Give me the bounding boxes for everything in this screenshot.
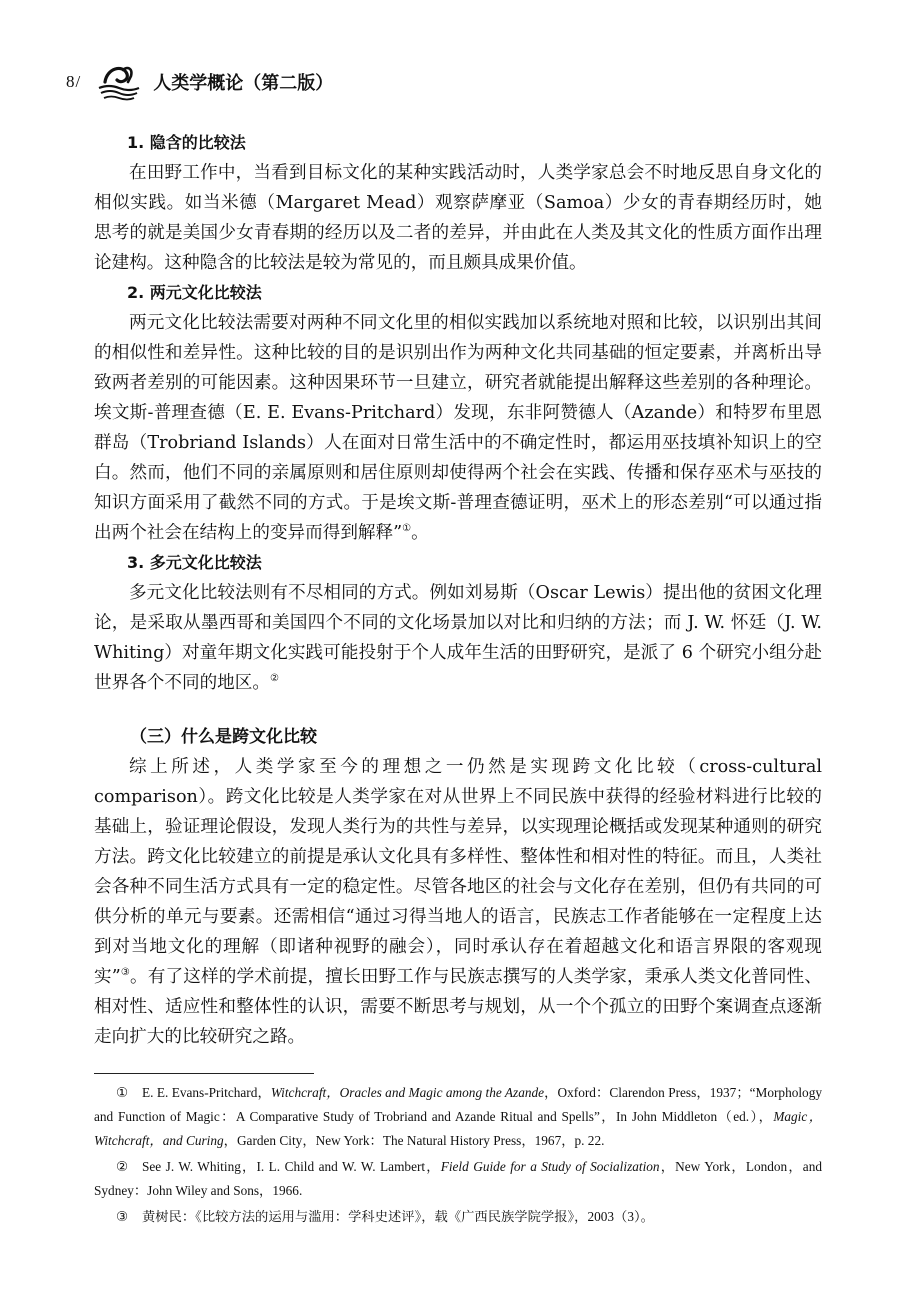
footnote-mark: ② <box>116 1159 128 1174</box>
paragraph-cross-cultural: 综上所述，人类学家至今的理想之一仍然是实现跨文化比较（cross-cultural comparison）。跨文化比较是人类学家在对从世界上不同民族中获得的经验材料进行比较的基础上，验证理论假设，发现人类行为的共性与差异，以实现理论概括或发现某种通则的研究方法。跨文化比较建立的前提是承认文化具有多样性、整体性和相对性的特征。而且，人类社会各种不同生活方式具有一定的稳定性。尽管各地区的社会与文化存在差别，但仍有共同的可供分析的单元与要素。还需相信“通过习得当地人的语言，民族志工作者能够在一定程度上达到对当地文化的理解（即诸种视野的融会），同时承认存在着超越文化和语言界限的客观现实”③。有了这样的学术前提，擅长田野工作与民族志撰写的人类学家，秉承人类文化普同性、相对性、适应性和整体性的认识，需要不断思考与规划，从一个个孤立的田野个案调查点逐渐走向扩大的比较研究之路。 <box>94 757 822 1047</box>
footnote-2: ② See J. W. Whiting，I. L. Child and W. W. Lambert，Field Guide for a Study of Socialization，New York，London，and Sydney：John Wiley and Sons，1966. <box>94 1155 822 1203</box>
footnote-mark: ③ <box>116 1209 128 1224</box>
main-text <box>94 128 822 1052</box>
heading-cross-cultural: （三）什么是跨文化比较 <box>130 727 317 747</box>
book-title: 人类学概论（第二版） <box>153 73 334 94</box>
footnote-ref-1[interactable]: ① <box>402 523 412 535</box>
heading-binary-comparison: 2. 两元文化比较法 <box>127 283 262 302</box>
heading-multi-comparison: 3. 多元文化比较法 <box>127 553 262 572</box>
publisher-logo-icon <box>97 62 141 102</box>
footnote-3: ③ 黄树民：《比较方法的运用与滥用：学科史述评》，载《广西民族学院学报》，2003（3）。 <box>94 1205 822 1229</box>
running-header <box>66 62 333 102</box>
paragraph-implicit-comparison: 在田野工作中，当看到目标文化的某种实践活动时，人类学家总会不时地反思自身文化的相似实践。如当米德（Margaret Mead）观察萨摩亚（Samoa）少女的青春期经历时，她思考的就是美国少女青春期的经历以及二者的差异，并由此在人类及其文化的性质方面作出理论建构。这种隐含的比较法是较为常见的，而且颇具成果价值。 <box>94 163 822 273</box>
heading-implicit-comparison: 1. 隐含的比较法 <box>127 133 246 152</box>
footnotes <box>94 1081 822 1231</box>
footnote-ref-3[interactable]: ③ <box>120 967 131 979</box>
footnote-divider <box>94 1073 314 1074</box>
footnote-1: ① E. E. Evans-Pritchard，Witchcraft，Oracles and Magic among the Azande，Oxford：Clarendon Press，1937；“Morphology and Function of Magic：A Comparative Study of Trobriand and Azande Ritual and Spells”，In John Middleton（ed.），Magic，Witchcraft，and Curing，Garden City，New York：The Natural History Press，1967，p. 22. <box>94 1081 822 1153</box>
paragraph-binary-comparison: 两元文化比较法需要对两种不同文化里的相似实践加以系统地对照和比较，以识别出其间的相似性和差异性。这种比较的目的是识别出作为两种文化共同基础的恒定要素，并离析出导致两者差别的可能因素。这种因果环节一旦建立，研究者就能提出解释这些差别的各种理论。埃文斯-普理查德（E. E. Evans-Pritchard）发现，东非阿赞德人（Azande）和特罗布里恩群岛（Trobriand Islands）人在面对日常生活中的不确定性时，都运用巫技填补知识上的空白。然而，他们不同的亲属原则和居住原则却使得两个社会在实践、传播和保存巫术与巫技的知识方面采用了截然不同的方式。于是埃文斯-普理查德证明，巫术上的形态差别“可以通过指出两个社会在结构上的变异而得到解释”①。 <box>94 313 822 543</box>
footnote-mark: ① <box>116 1085 128 1100</box>
section-spacer <box>94 698 822 722</box>
footnote-ref-2[interactable]: ② <box>269 673 279 685</box>
page-number: 8/ <box>66 72 82 91</box>
paragraph-multi-comparison: 多元文化比较法则有不尽相同的方式。例如刘易斯（Oscar Lewis）提出他的贫困文化理论，是采取从墨西哥和美国四个不同的文化场景加以对比和归纳的方法；而 J. W. 怀廷（J. W. Whiting）对童年期文化实践可能投射于个人成年生活的田野研究，是派了 6 个研究小组分赴世界各个不同的地区。② <box>94 583 822 693</box>
